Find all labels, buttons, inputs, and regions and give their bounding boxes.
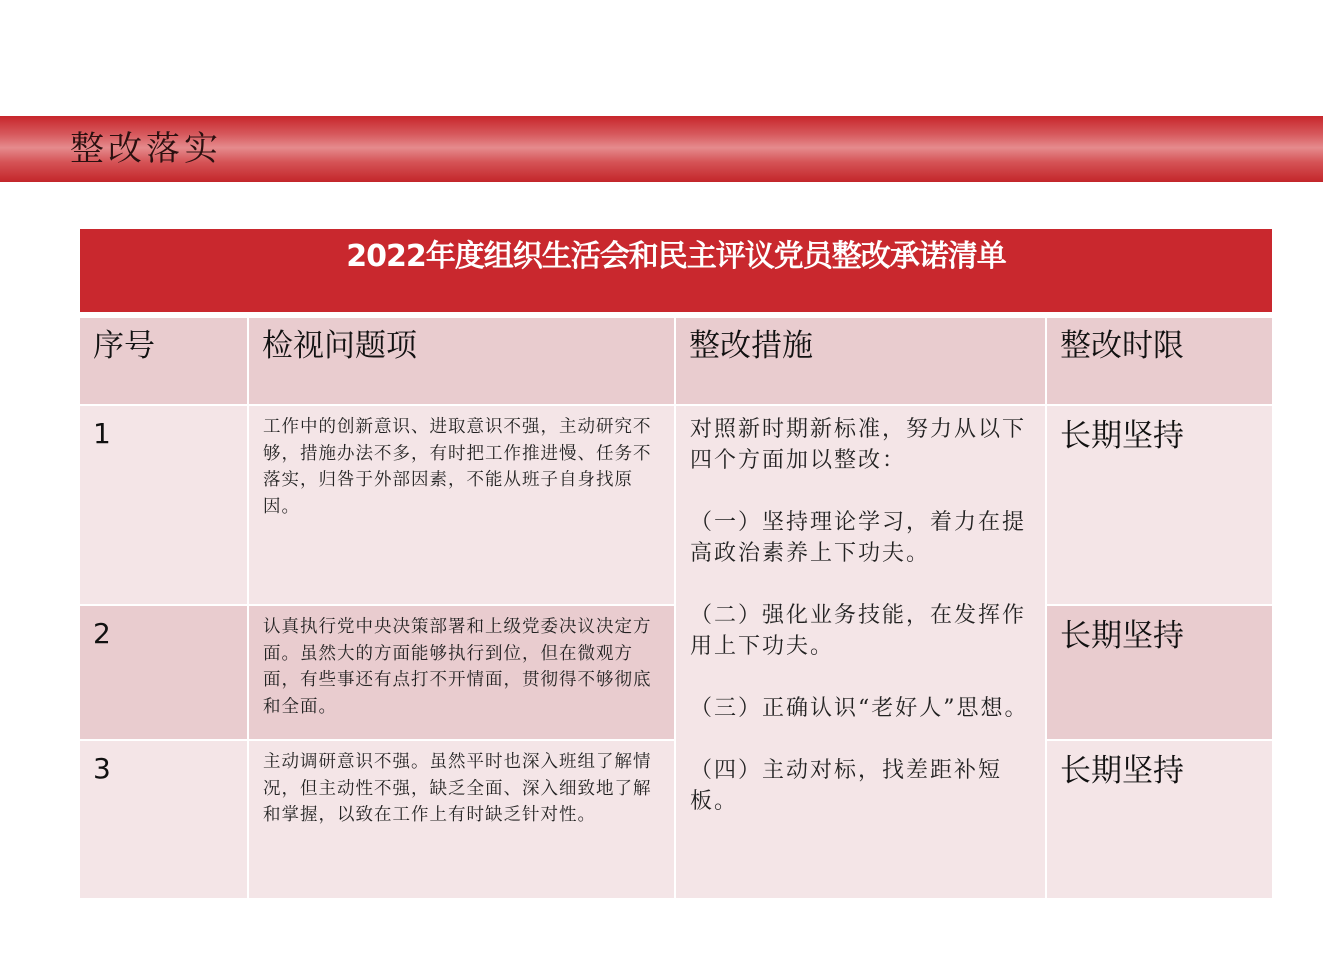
list-title: 2022年度组织生活会和民主评议党员整改承诺清单 [80,229,1272,312]
row-3-issue: 主动调研意识不强。虽然平时也深入班组了解情况，但主动性不强，缺乏全面、深入细致地了解和掌握，以致在工作上有时缺乏针对性。 [249,741,674,898]
measure-4: （四）主动对标，找差距补短板。 [690,758,1003,814]
measures-cell [676,406,1045,898]
section-banner [0,116,1323,182]
measure-2: （二）强化业务技能，在发挥作用上下功夫。 [690,603,1027,659]
section-title: 整改落实 [70,129,222,169]
header-index: 序号 [80,318,247,404]
header-issue: 检视问题项 [249,318,674,404]
row-3-index: 3 [80,741,247,898]
row-1-index: 1 [80,406,247,604]
header-measures: 整改措施 [676,318,1045,404]
row-3-deadline: 长期坚持 [1047,741,1272,898]
row-2-deadline: 长期坚持 [1047,606,1272,739]
measure-intro: 对照新时期新标准，努力从以下四个方面加以整改： [690,417,1027,473]
row-2-issue: 认真执行党中央决策部署和上级党委决议决定方面。虽然大的方面能够执行到位，但在微观方面，有些事还有点打不开情面，贯彻得不够彻底和全面。 [249,606,674,739]
row-2-index: 2 [80,606,247,739]
header-deadline: 整改时限 [1047,318,1272,404]
measure-1: （一）坚持理论学习，着力在提高政治素养上下功夫。 [690,510,1027,566]
row-1-issue: 工作中的创新意识、进取意识不强，主动研究不够，措施办法不多，有时把工作推进慢、任务不落实，归咎于外部因素，不能从班子自身找原因。 [249,406,674,604]
row-1-deadline: 长期坚持 [1047,406,1272,604]
measure-3: （三）正确认识“老好人”思想。 [690,696,1029,721]
